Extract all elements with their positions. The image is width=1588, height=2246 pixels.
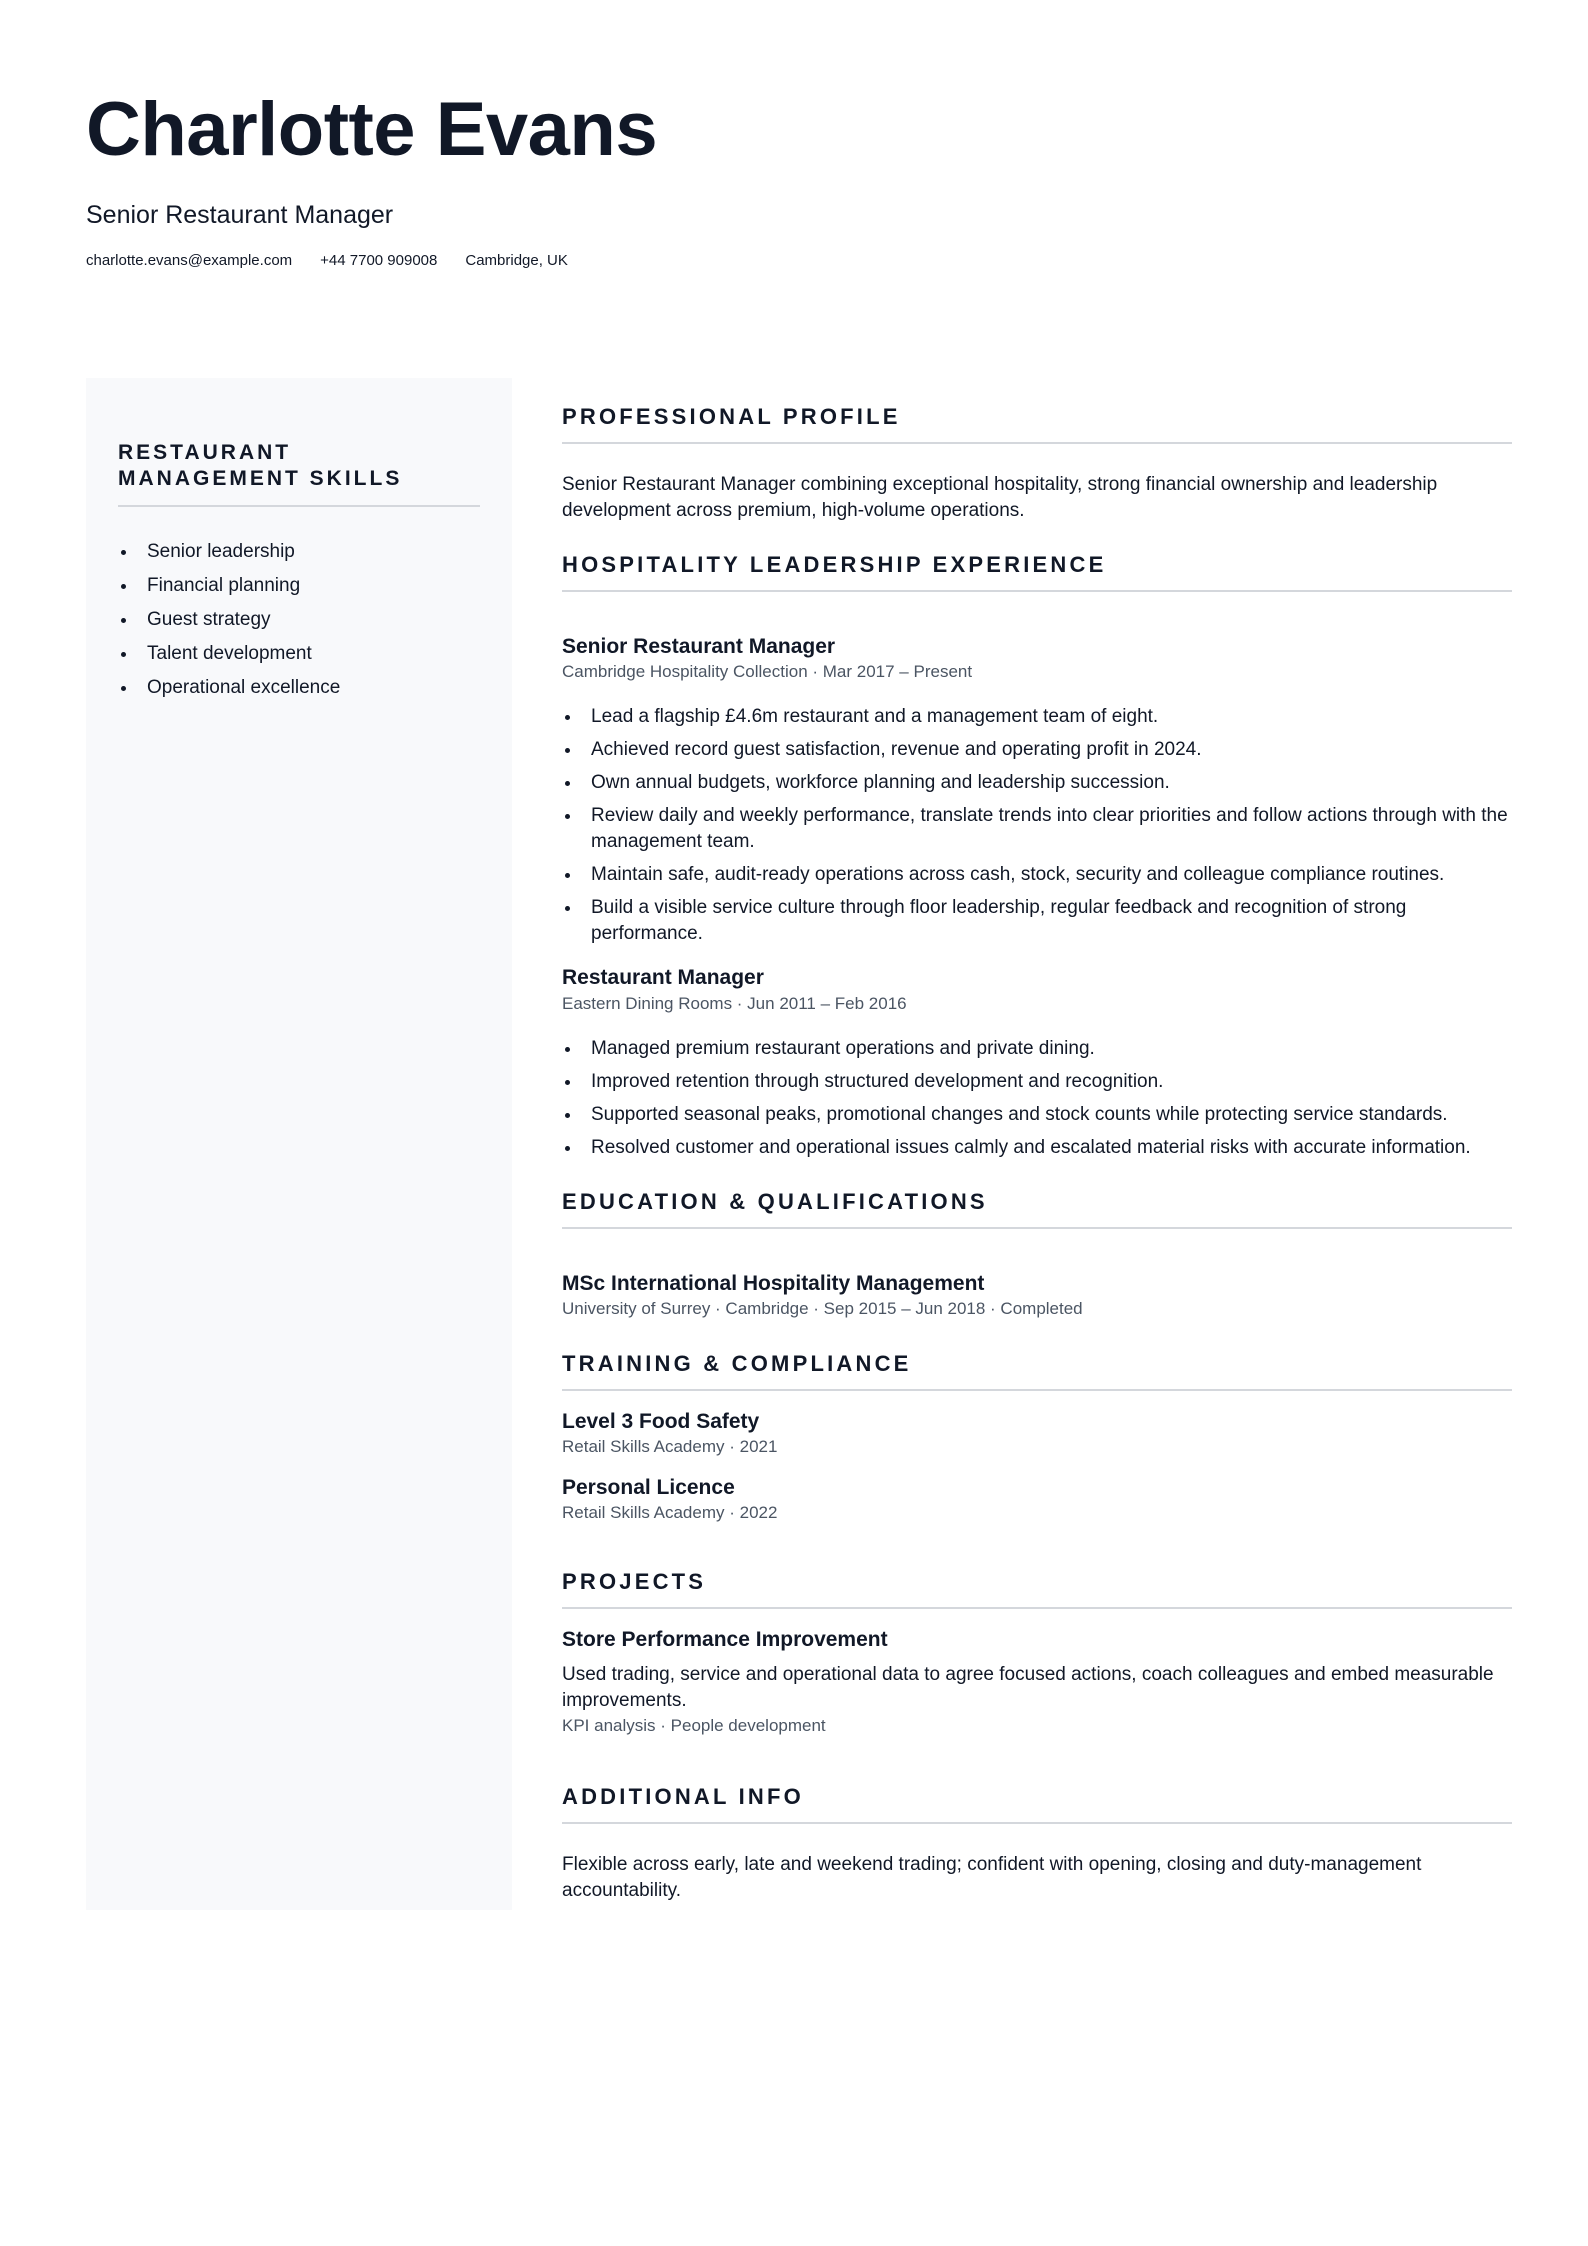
- training-entry: [562, 1475, 1512, 1525]
- skills-sidebar: [86, 378, 512, 1910]
- additional-heading: ADDITIONAL INFO: [562, 1784, 1512, 1824]
- training-section: [562, 1351, 1512, 1526]
- projects-section: [562, 1569, 1512, 1737]
- job-bullet: Supported seasonal peaks, promotional changes and stock counts while protecting service standards.: [562, 1102, 1512, 1128]
- job-entry: [562, 965, 1512, 1160]
- job-bullet: Lead a flagship £4.6m restaurant and a management team of eight.: [562, 704, 1512, 730]
- education-entry: [562, 1271, 1512, 1321]
- skills-heading: RESTAURANT MANAGEMENT SKILLS: [118, 440, 480, 507]
- projects-heading: PROJECTS: [562, 1569, 1512, 1609]
- candidate-title: Senior Restaurant Manager: [86, 201, 394, 229]
- project-title: Store Performance Improvement: [562, 1628, 888, 1652]
- project-entry: [562, 1627, 1512, 1737]
- education-section: [562, 1189, 1512, 1321]
- experience-section: [562, 552, 1512, 1161]
- profile-section: [562, 404, 1512, 524]
- job-bullet: Managed premium restaurant operations and private dining.: [562, 1036, 1512, 1062]
- job-meta: Cambridge Hospitality Collection · Mar 2017 – Present: [562, 662, 973, 682]
- job-bullet: Improved retention through structured development and recognition.: [562, 1069, 1512, 1095]
- job-entry: [562, 634, 1512, 947]
- job-bullet: Achieved record guest satisfaction, revenue and operating profit in 2024.: [562, 737, 1512, 763]
- job-bullet: Build a visible service culture through floor leadership, regular feedback and recognition of strong performance.: [562, 895, 1512, 947]
- training-meta: Retail Skills Academy · 2021: [562, 1437, 778, 1456]
- job-bullet: Review daily and weekly performance, translate trends into clear priorities and follow actions through with the management team.: [562, 803, 1512, 855]
- resume-header: [86, 87, 1506, 269]
- profile-text: Senior Restaurant Manager combining exceptional hospitality, strong financial ownership and leadership development across premium, high-volume operations.: [562, 474, 1438, 521]
- skill-item: Financial planning: [118, 569, 480, 603]
- training-meta: Retail Skills Academy · 2022: [562, 1503, 778, 1523]
- training-entry: [562, 1409, 1512, 1459]
- candidate-name: Charlotte Evans: [86, 87, 658, 172]
- skill-item: Talent development: [118, 637, 480, 671]
- training-heading: TRAINING & COMPLIANCE: [562, 1351, 1512, 1391]
- skill-item: Guest strategy: [118, 603, 480, 637]
- main-column: [562, 404, 1512, 1904]
- education-heading: EDUCATION & QUALIFICATIONS: [562, 1189, 1512, 1229]
- job-bullet: Resolved customer and operational issues calmly and escalated material risks with accurate information.: [562, 1135, 1512, 1161]
- job-meta: Eastern Dining Rooms · Jun 2011 – Feb 2016: [562, 993, 907, 1013]
- job-title: Senior Restaurant Manager: [562, 635, 836, 658]
- skill-item: Senior leadership: [118, 535, 480, 569]
- job-title: Restaurant Manager: [562, 966, 764, 990]
- experience-heading: HOSPITALITY LEADERSHIP EXPERIENCE: [562, 552, 1512, 592]
- contact-phone[interactable]: +44 7700 909008: [320, 252, 438, 269]
- contact-location: Cambridge, UK: [465, 252, 568, 269]
- profile-heading: PROFESSIONAL PROFILE: [562, 404, 1512, 444]
- additional-section: [562, 1784, 1512, 1904]
- skill-item: Operational excellence: [118, 671, 480, 705]
- job-bullets: [562, 1036, 1512, 1161]
- education-meta: University of Surrey · Cambridge · Sep 2015 – Jun 2018 · Completed: [562, 1298, 1083, 1318]
- training-title: Personal Licence: [562, 1476, 735, 1499]
- contact-line: [86, 252, 1506, 269]
- project-tags: KPI analysis · People development: [562, 1715, 826, 1735]
- education-title: MSc International Hospitality Management: [562, 1271, 985, 1295]
- training-title: Level 3 Food Safety: [562, 1409, 760, 1433]
- additional-text: Flexible across early, late and weekend trading; confident with opening, closing and duty-management accountability.: [562, 1853, 1422, 1901]
- job-bullet: Maintain safe, audit-ready operations across cash, stock, security and colleague compliance routines.: [562, 862, 1512, 888]
- project-description: Used trading, service and operational data to agree focused actions, coach colleagues and embed measurable improvements.: [562, 1663, 1494, 1711]
- job-bullets: [562, 704, 1512, 947]
- skills-list: [118, 535, 480, 705]
- job-bullet: Own annual budgets, workforce planning and leadership succession.: [562, 770, 1512, 796]
- contact-email[interactable]: charlotte.evans@example.com: [86, 252, 293, 269]
